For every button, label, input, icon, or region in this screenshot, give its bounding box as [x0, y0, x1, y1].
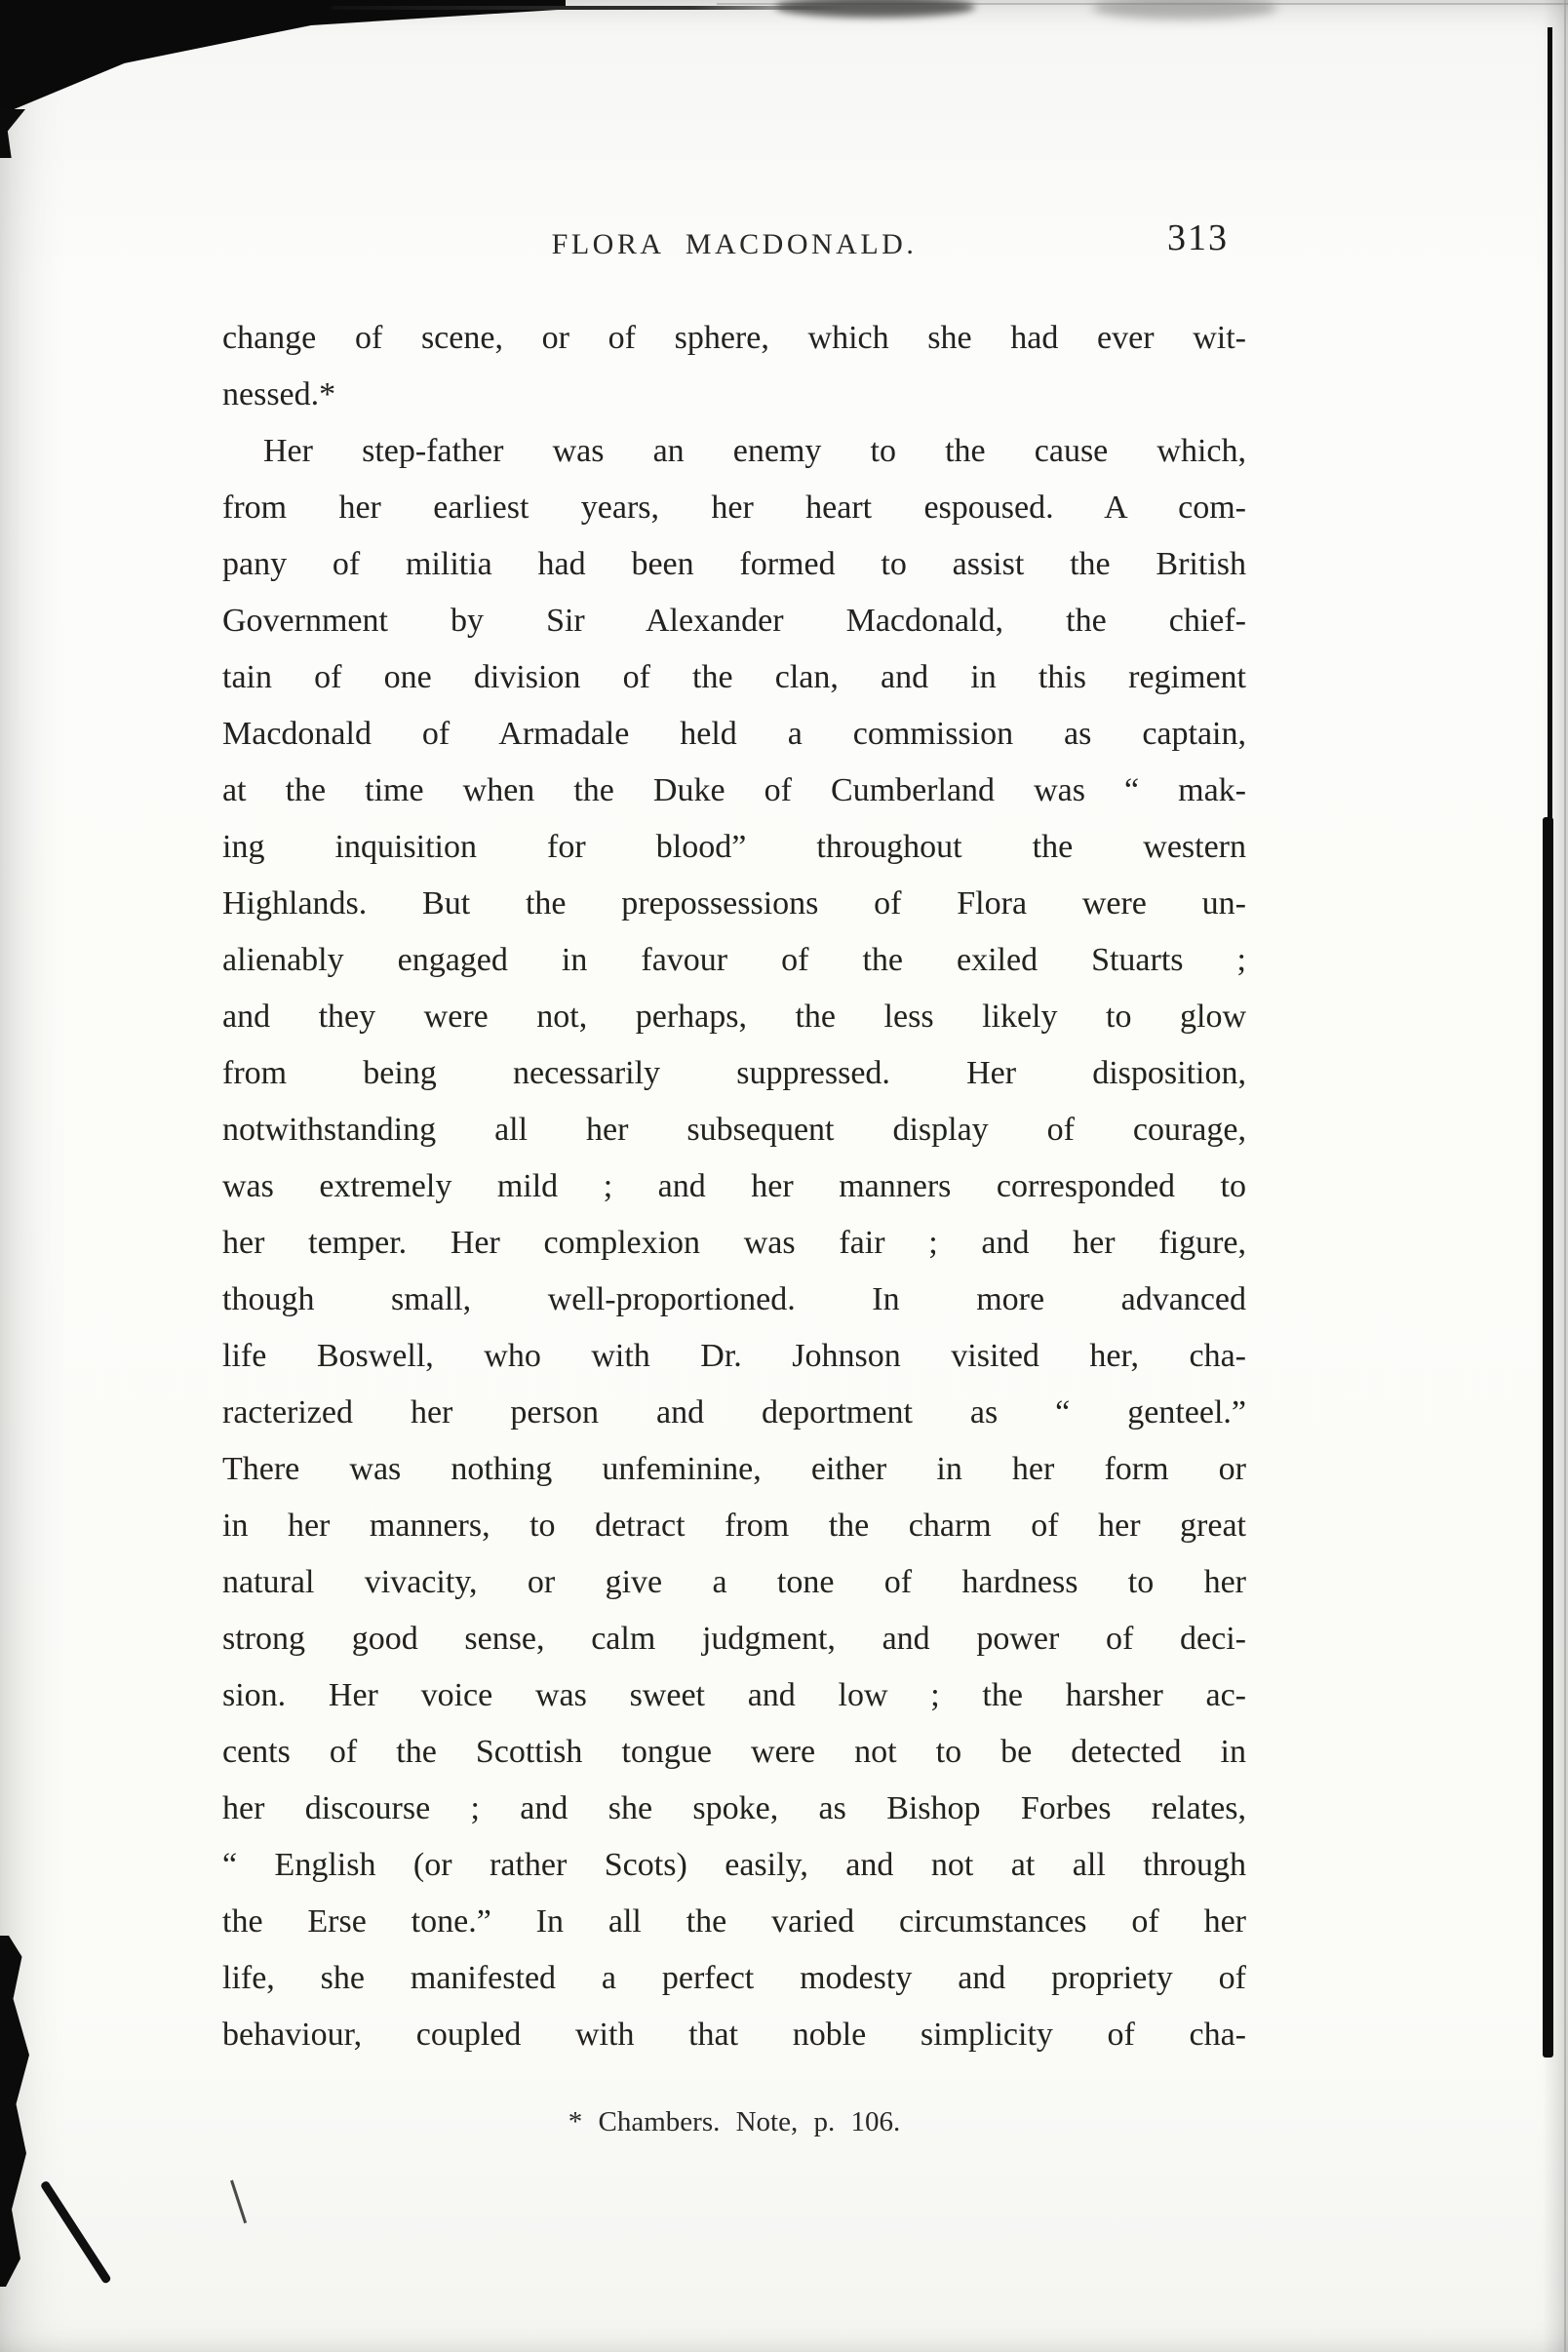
running-title: FLORA MACDONALD. [551, 228, 918, 260]
pen-stroke-bottom-left [40, 2180, 112, 2285]
scan-ink-top-left [0, 0, 566, 115]
text-line: tain of one division of the clan, and in this regiment [222, 659, 1246, 695]
text-line: from being necessarily suppressed. Her disposition, [222, 1055, 1246, 1091]
text-line: change of scene, or of sphere, which she had ever wit- [222, 320, 1246, 356]
text-line: cents of the Scottish tongue were not to be detected in [222, 1734, 1246, 1770]
text-line: natural vivacity, or give a tone of hardness to her [222, 1564, 1246, 1600]
text-line: Government by Sir Alexander Macdonald, the chief- [222, 603, 1246, 639]
text-line: ing inquisition for blood” throughout the western [222, 829, 1246, 865]
text-line: notwithstanding all her subsequent display of courage, [222, 1112, 1246, 1148]
page-edge-line-right [1564, 0, 1566, 2352]
footnote: * Chambers. Note, p. 106. [568, 2106, 901, 2137]
scan-top-rule-line [332, 6, 848, 10]
text-line: life Boswell, who with Dr. Johnson visited her, cha- [222, 1338, 1246, 1374]
text-line: alienably engaged in favour of the exiled Stuarts ; [222, 942, 1246, 978]
text-line: nessed.* [222, 376, 336, 412]
text-line: the Erse tone.” In all the varied circumstances of her [222, 1903, 1246, 1940]
text-line: Her step-father was an enemy to the cause which, [263, 433, 1246, 469]
scan-top-edge-hairline [717, 3, 1568, 5]
text-line: life, she manifested a perfect modesty and propriety of [222, 1960, 1246, 1996]
scan-right-edge-line-thick [1543, 817, 1553, 2058]
text-line: and they were not, perhaps, the less likely to glow [222, 999, 1246, 1035]
page-header [222, 217, 1246, 273]
text-line: There was nothing unfeminine, either in her form or [222, 1451, 1246, 1487]
text-line: Macdonald of Armadale held a commission as captain, [222, 716, 1246, 752]
page-number: 313 [1167, 217, 1229, 258]
scan-ink-bottom-left [0, 1936, 29, 2287]
text-line: “ English (or rather Scots) easily, and not at all through [222, 1847, 1246, 1883]
text-line: behaviour, coupled with that noble simplicity of cha- [222, 2017, 1246, 2053]
text-line: her discourse ; and she spoke, as Bishop Forbes relates, [222, 1790, 1246, 1826]
scan-ink-top-left-hook [0, 109, 25, 158]
body-text [222, 310, 1246, 2063]
text-line: her temper. Her complexion was fair ; and her figure, [222, 1225, 1246, 1261]
text-line: though small, well-proportioned. In more advanced [222, 1281, 1246, 1317]
text-line: at the time when the Duke of Cumberland was “ mak- [222, 772, 1246, 808]
scan-right-edge-line-thin [1548, 27, 1552, 819]
text-line: strong good sense, calm judgment, and power of deci- [222, 1621, 1246, 1657]
page-edge-shadow-right [1543, 0, 1568, 2352]
text-line: was extremely mild ; and her manners corresponded to [222, 1168, 1246, 1204]
scan-smudge-top-center [775, 0, 975, 18]
text-line: racterized her person and deportment as “ genteel.” [222, 1394, 1246, 1431]
scan-smudge-top-right [1092, 0, 1277, 20]
text-line: from her earliest years, her heart espoused. A com- [222, 490, 1246, 526]
text-line: Highlands. But the prepossessions of Flora were un- [222, 885, 1246, 921]
stray-mark-backslash [230, 2180, 247, 2224]
text-line: in her manners, to detract from the charm of her great [222, 1508, 1246, 1544]
text-line: sion. Her voice was sweet and low ; the harsher ac- [222, 1677, 1246, 1713]
text-line: pany of militia had been formed to assist the British [222, 546, 1246, 582]
